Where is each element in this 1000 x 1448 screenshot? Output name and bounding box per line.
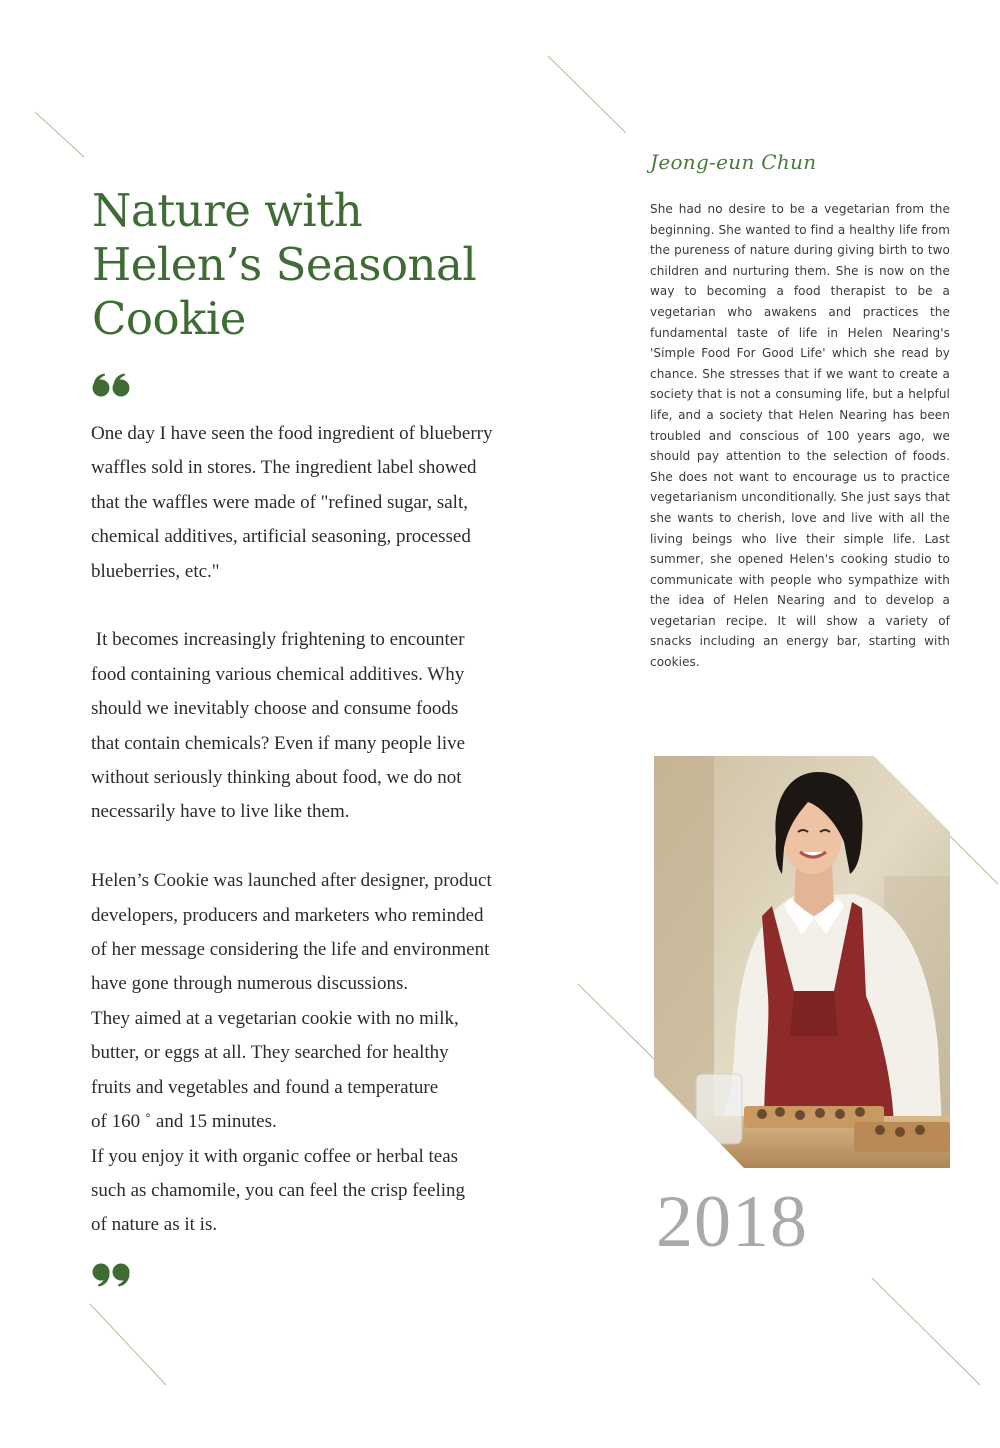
body-line: necessarily have to live like them. — [91, 801, 350, 823]
body-line: If you enjoy it with organic coffee or herbal teas — [91, 1145, 459, 1167]
body-line: of 160 ˚ and 15 minutes. — [91, 1111, 277, 1133]
title-line: Helen’s Seasonal — [92, 238, 477, 291]
body-line: It becomes increasingly frightening to encounter — [91, 629, 465, 651]
title-line: Cookie — [92, 292, 246, 345]
body-line: blueberries, etc." — [91, 560, 220, 582]
body-line: that contain chemicals? Even if many people live — [91, 732, 466, 754]
body-line: of nature as it is. — [91, 1214, 218, 1236]
deco-line — [950, 836, 998, 884]
body-line: of her message considering the life and environment — [91, 939, 490, 961]
deco-line — [90, 1304, 166, 1385]
article-body — [91, 417, 541, 1243]
open-quote-icon — [92, 372, 132, 398]
author-name: Jeong-eun Chun — [650, 150, 817, 174]
body-line: chemical additives, artificial seasoning, processed — [91, 526, 471, 548]
deco-line — [578, 984, 655, 1060]
paragraph-gap — [91, 589, 541, 623]
title-line: Nature with — [92, 184, 363, 237]
body-line: One day I have seen the food ingredient of blueberry — [91, 423, 493, 444]
paragraph-gap — [91, 830, 541, 864]
body-line: waffles sold in stores. The ingredient label showed — [91, 457, 477, 479]
close-quote-icon — [92, 1262, 132, 1288]
article-title — [92, 184, 532, 346]
body-line: developers, producers and marketers who reminded — [91, 904, 484, 926]
deco-line — [548, 56, 626, 133]
body-line: butter, or eggs at all. They searched for healthy — [91, 1042, 449, 1064]
author-bio: She had no desire to be a vegetarian from the beginning. She wanted to find a healthy life from the pureness of nature during giving birth to two children and nurturing them. She is now on the way to becoming a food therapist to be a vegetarian who awakens and practices the fundamental taste of life in Helen Nearing's 'Simple Food For Good Life' which she read by chance. She stresses that if we want to create a society that is not a consuming life, but a helpful life, and a society that Helen Nearing has been troubled and conscious of 100 years ago, we should pay attention to the selection of foods. She does not want to encourage us to practice vegetarianism unconditionally. She just says that she wants to cherish, love and live with all the living beings who live their simple life. Last summer, she opened Helen's cooking studio to communicate with people who sympathize with the idea of Helen Nearing and to develop a vegetarian recipe. It will show a variety of snacks including an energy bar, starting with cookies. — [650, 202, 950, 670]
body-line: fruits and vegetables and found a temperature — [91, 1076, 439, 1098]
body-line: without seriously thinking about food, we do not — [91, 767, 462, 789]
body-line: They aimed at a vegetarian cookie with no milk, — [91, 1007, 459, 1029]
deco-line — [35, 112, 84, 157]
year-label: 2018 — [656, 1181, 808, 1263]
body-line: Helen’s Cookie was launched after designer, product — [91, 870, 492, 892]
body-line: such as chamomile, you can feel the crisp feeling — [91, 1179, 466, 1201]
deco-line — [872, 1278, 980, 1385]
portrait-photo — [654, 756, 950, 1168]
body-line: have gone through numerous discussions. — [91, 973, 409, 995]
body-line: that the waffles were made of "refined sugar, salt, — [91, 491, 468, 513]
body-line: should we inevitably choose and consume foods — [91, 698, 459, 720]
body-line: food containing various chemical additives. Why — [91, 663, 465, 685]
